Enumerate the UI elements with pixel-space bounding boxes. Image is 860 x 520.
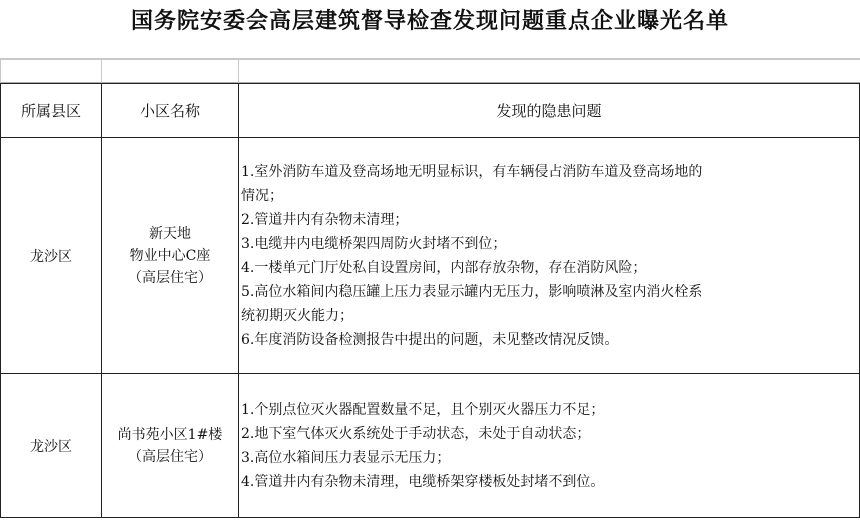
community-line: （高层住宅） bbox=[128, 448, 212, 465]
table-row bbox=[1, 138, 860, 374]
issue-line: 1.室外消防车道及登高场地无明显标识，有车辆侵占消防车道及登高场地的 bbox=[241, 163, 703, 180]
district-cell: 龙沙区 bbox=[1, 138, 102, 374]
issue-line: 3.电缆井内电缆桥架四周防火封堵不到位； bbox=[241, 235, 507, 252]
issues-cell bbox=[239, 374, 860, 518]
header-district: 所属县区 bbox=[1, 84, 102, 138]
issue-line: 6.年度消防设备检测报告中提出的问题，未见整改情况反馈。 bbox=[241, 331, 619, 348]
community-cell bbox=[102, 374, 239, 518]
community-line: 新天地 bbox=[149, 225, 191, 242]
issue-line: 2.管道井内有杂物未清理； bbox=[241, 211, 409, 228]
spreadsheet-blank-row bbox=[0, 58, 860, 84]
table-header-row bbox=[1, 84, 860, 138]
community-cell bbox=[102, 138, 239, 374]
issue-line: 统初期灭火能力； bbox=[241, 307, 353, 324]
table-row bbox=[1, 374, 860, 518]
community-line: 物业中心C座 bbox=[129, 247, 211, 264]
issues-cell bbox=[239, 138, 860, 374]
issue-line: 5.高位水箱间内稳压罐上压力表显示罐内无压力，影响喷淋及室内消火栓系 bbox=[241, 283, 703, 300]
issue-line: 3.高位水箱间压力表显示无压力； bbox=[241, 449, 451, 466]
issues-table bbox=[0, 83, 860, 518]
page-title: 国务院安委会高层建筑督导检查发现问题重点企业曝光名单 bbox=[130, 9, 729, 34]
header-issues: 发现的隐患问题 bbox=[239, 84, 860, 138]
header-community: 小区名称 bbox=[102, 84, 239, 138]
issue-line: 1.个别点位灭火器配置数量不足，且个别灭火器压力不足； bbox=[241, 401, 605, 418]
community-line: （高层住宅） bbox=[128, 269, 212, 286]
issue-line: 情况； bbox=[241, 187, 283, 204]
district-cell: 龙沙区 bbox=[1, 374, 102, 518]
issue-line: 4.管道井内有杂物未清理，电缆桥架穿楼板处封堵不到位。 bbox=[241, 473, 605, 490]
community-line: 尚书苑小区1#楼 bbox=[117, 426, 223, 443]
issue-line: 4.一楼单元门厅处私自设置房间，内部存放杂物，存在消防风险； bbox=[241, 259, 647, 276]
issue-line: 2.地下室气体灭火系统处于手动状态，未处于自动状态； bbox=[241, 425, 591, 442]
